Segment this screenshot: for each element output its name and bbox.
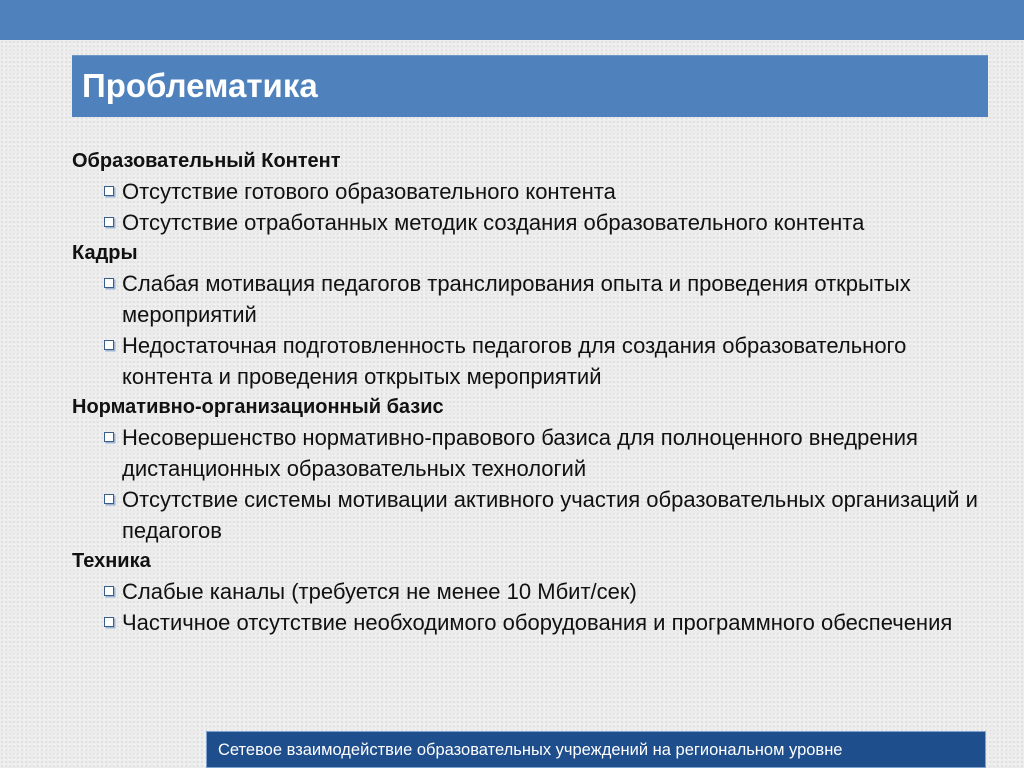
- square-bullet-icon: [104, 186, 114, 196]
- title-bar: [72, 55, 988, 117]
- bullet-text: Слабые каналы (требуется не менее 10 Мбит/сек): [122, 579, 637, 604]
- section-heading-equipment: Техника: [72, 550, 151, 572]
- square-bullet-icon: [104, 432, 114, 442]
- square-bullet-icon: [104, 586, 114, 596]
- footer-text: Сетевое взаимодействие образовательных учреждений на региональном уровне: [218, 741, 843, 759]
- bullet-item: [72, 268, 1002, 330]
- bullet-item: [72, 176, 1002, 207]
- square-bullet-icon: [104, 617, 114, 627]
- slide-title: Проблематика: [82, 67, 318, 104]
- bullet-text: Недостаточная подготовленность педагогов для создания образовательного контента и проведения открытых мероприятий: [122, 333, 907, 389]
- slide-content: [72, 146, 1002, 638]
- bullet-item: [72, 207, 1002, 238]
- footer-bar: [206, 731, 986, 768]
- bullet-item: [72, 330, 1002, 392]
- square-bullet-icon: [104, 340, 114, 350]
- bullet-item: [72, 484, 1002, 546]
- bullet-text: Несовершенство нормативно-правового базиса для полноценного внедрения дистанционных образовательных технологий: [122, 425, 918, 481]
- bullet-item: [72, 422, 1002, 484]
- bullet-item: [72, 576, 1002, 607]
- square-bullet-icon: [104, 278, 114, 288]
- bullet-text: Отсутствие отработанных методик создания образовательного контента: [122, 210, 865, 235]
- square-bullet-icon: [104, 494, 114, 504]
- bullet-text: Слабая мотивация педагогов транслирования опыта и проведения открытых мероприятий: [122, 271, 911, 327]
- bullet-text: Отсутствие готового образовательного контента: [122, 179, 616, 204]
- section-heading-regulatory: Нормативно-организационный базис: [72, 396, 444, 418]
- section-heading-staff: Кадры: [72, 242, 138, 264]
- bullet-text: Отсутствие системы мотивации активного участия образовательных организаций и педагогов: [122, 487, 978, 543]
- bullet-text: Частичное отсутствие необходимого оборудования и программного обеспечения: [122, 610, 953, 635]
- section-heading-content: Образовательный Контент: [72, 150, 341, 172]
- top-accent-band: [0, 0, 1024, 40]
- bullet-item: [72, 607, 1002, 638]
- square-bullet-icon: [104, 217, 114, 227]
